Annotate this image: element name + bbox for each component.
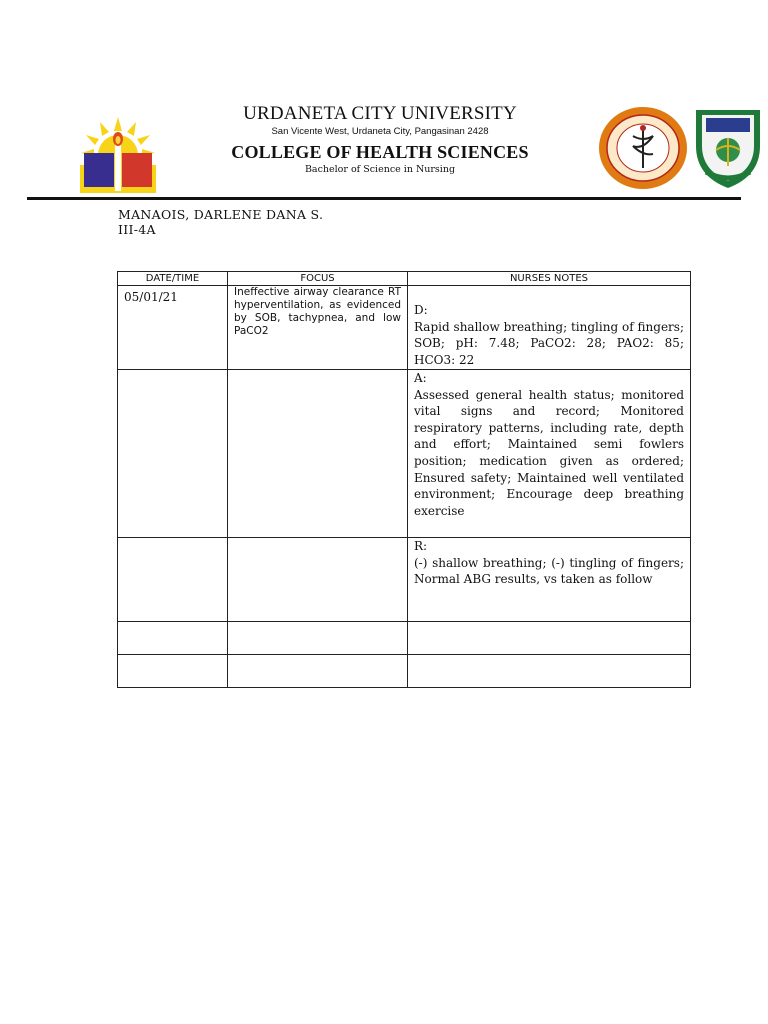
table-row (118, 655, 691, 688)
date-cell (118, 538, 228, 622)
header-nurses-notes: NURSES NOTES (408, 272, 691, 286)
note-label-data: D: (414, 303, 428, 317)
nurses-notes-table (117, 271, 691, 688)
date-cell: 05/01/21 (118, 286, 228, 370)
table-row (118, 538, 691, 622)
note-text-data: Rapid shallow breathing; tingling of fingers; SOB; pH: 7.48; PaCO2: 28; PAO2: 85; HCO3: 22 (414, 319, 684, 367)
nursing-shield-logo (692, 106, 764, 190)
focus-cell (228, 538, 408, 622)
program-name: Bachelor of Science in Nursing (304, 164, 456, 175)
notes-cell (408, 286, 691, 370)
notes-cell (408, 655, 691, 688)
table-row (118, 622, 691, 655)
student-section: III-4A (118, 222, 156, 237)
date-cell (118, 655, 228, 688)
header-focus: FOCUS (228, 272, 408, 286)
table-row (118, 286, 691, 370)
focus-cell (228, 370, 408, 538)
note-label-action: A: (414, 371, 427, 385)
focus-cell (228, 622, 408, 655)
university-logo-left (78, 113, 158, 193)
note-text-response: (-) shallow breathing; (-) tingling of fingers; Normal ABG results, vs taken as follow (414, 555, 684, 587)
college-name: COLLEGE OF HEALTH SCIENCES (231, 142, 529, 162)
date-cell (118, 622, 228, 655)
date-cell (118, 370, 228, 538)
note-text-action: Assessed general health status; monitored vital signs and record; Monitored respiratory patterns, including rate, depth and effort; Maintained semi fowlers position; medication given as ordered; Ensured safety; Maintained well ventilated environment; Encourage deep breathing exercise (414, 387, 684, 518)
focus-cell (228, 655, 408, 688)
university-address: San Vicente West, Urdaneta City, Pangasinan 2428 (271, 126, 489, 137)
notes-cell (408, 370, 691, 538)
note-label-response: R: (414, 539, 428, 553)
notes-cell (408, 538, 691, 622)
focus-cell: Ineffective airway clearance RT hyperventilation, as evidenced by SOB, tachypnea, and low PaCO2 (228, 286, 408, 370)
college-seal-logo (597, 106, 689, 190)
table-row (118, 370, 691, 538)
table-header-row (118, 272, 691, 286)
student-name: MANAOIS, DARLENE DANA S. (118, 207, 324, 222)
notes-cell (408, 622, 691, 655)
header-divider (27, 197, 741, 200)
university-name: URDANETA CITY UNIVERSITY (243, 103, 517, 124)
header-date-time: DATE/TIME (118, 272, 228, 286)
